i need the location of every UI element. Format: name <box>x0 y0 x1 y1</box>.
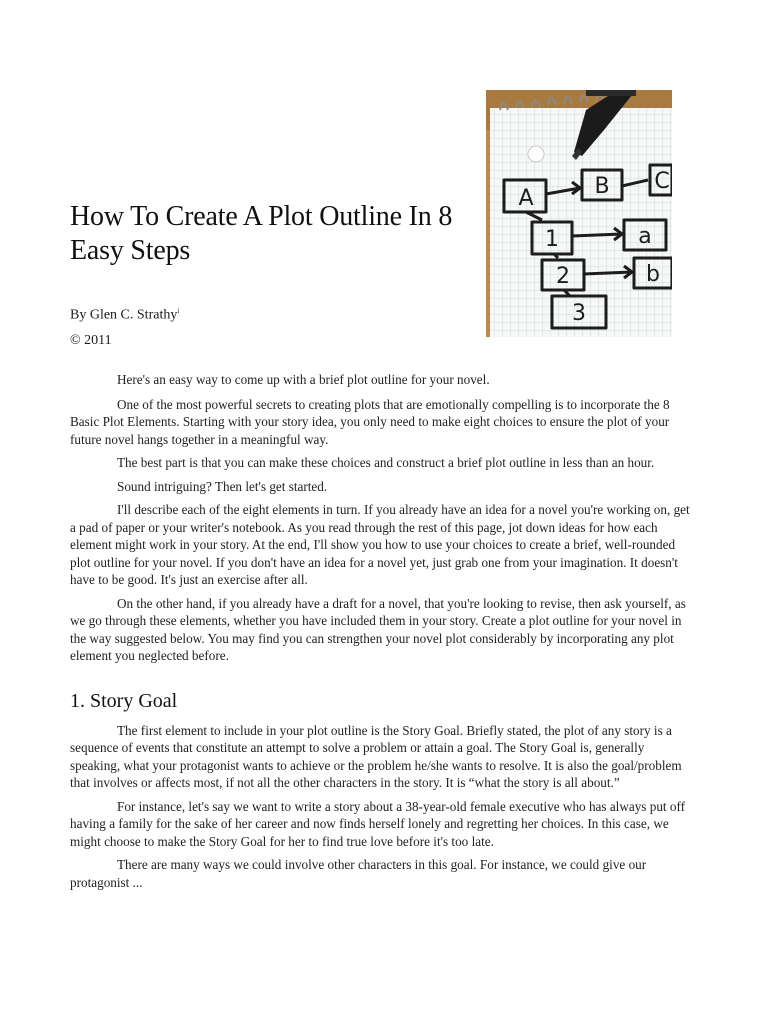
section-paragraph: There are many ways we could involve other characters in this goal. For instance, we could give our protagonist ... <box>70 857 647 890</box>
intro-paragraph: Sound intriguing? Then let's get started. <box>117 478 328 494</box>
flowchart-label-2: 2 <box>556 264 570 289</box>
flowchart-label-1: 1 <box>545 227 559 252</box>
section-paragraph: The first element to include in your plot outline is the Story Goal. Briefly stated, the plot of any story is a sequence of events that constitute an attempt to solve a problem or attain a goal. The Story Goal is, generally speaking, what your protagonist wants to achieve or the problem he/she wants to resolve. It is also the goal/problem that involves or affects most, if not all the other characters in the story. It is “what the story is all about.” <box>70 722 682 790</box>
section-paragraph: For instance, let's say we want to write a story about a 38-year-old female executive who has always put off having a family for the sake of her career and now finds herself lonely and regretting her choices. In this case, we might choose to make the Story Goal for her to find true love before it's too late. <box>70 798 686 849</box>
intro-paragraph: One of the most powerful secrets to creating plots that are emotionally compelling is to incorporate the 8 Basic Plot Elements. Starting with your story idea, you only need to make eight choices to ensure the plot of your future novel hangs together in a meaningful way. <box>70 396 670 447</box>
section-heading-story-goal: 1. Story Goal <box>70 689 178 712</box>
author-name: By Glen C. Strathy <box>70 307 178 323</box>
intro-paragraph: I'll describe each of the eight elements in turn. If you already have an idea for a novel you're working on, get a pad of paper or your writer's notebook. As you read through the rest of this page, jot down ideas for how each element might work in your story. At the end, I'll show you how to use your choices to create a brief, well-rounded plot outline for your novel. If you don't have an idea for a novel yet, just grab one from your imagination. It doesn't have to be good. It's just an exercise after all. <box>70 502 690 587</box>
byline <box>70 300 179 352</box>
article-body <box>70 371 696 897</box>
flowchart-label-b: B <box>594 174 610 199</box>
copyright-notice: © 2011 <box>70 332 112 348</box>
page-title: How To Create A Plot Outline In 8 Easy Steps <box>70 201 453 266</box>
author-footnote-marker[interactable]: i <box>177 307 180 315</box>
flowchart-label-a: A <box>518 186 534 211</box>
flowchart-label-c: C <box>654 169 670 194</box>
flowchart-label-3: 3 <box>572 301 586 326</box>
flowchart-label-lb: b <box>646 262 660 287</box>
plot-flowchart-image <box>486 90 672 337</box>
intro-paragraph: On the other hand, if you already have a draft for a novel, that you're looking to revise, then ask yourself, as we go through these elements, whether you have included them in your story. Create a plot outline for your novel in the way suggested below. You may find you can strengthen your novel plot considerably by incorporating any plot element you neglected before. <box>70 595 686 663</box>
flowchart-label-la: a <box>638 224 652 249</box>
intro-paragraph: Here's an easy way to come up with a brief plot outline for your novel. <box>117 372 490 387</box>
intro-paragraph: The best part is that you can make these choices and construct a brief plot outline in less than an hour. <box>117 455 655 470</box>
